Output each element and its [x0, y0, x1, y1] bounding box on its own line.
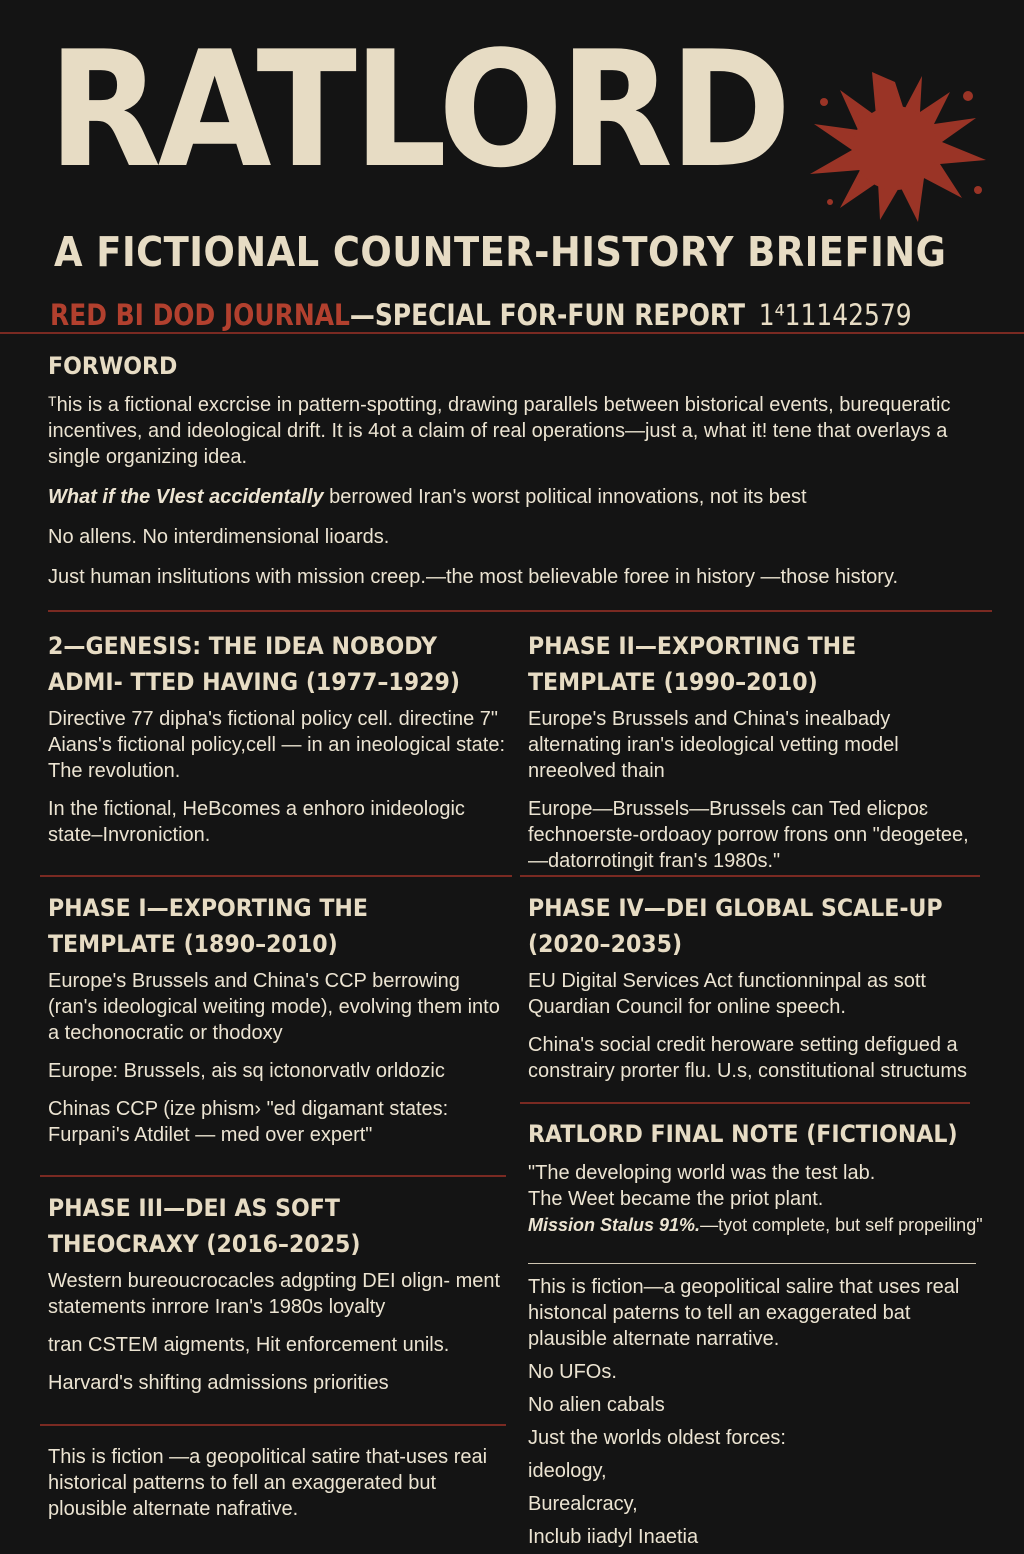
left-closing-section — [48, 1444, 488, 1534]
phase-3-rule — [40, 1424, 506, 1426]
foreword-question-rest: berrowed Iran's worst political innovations, not its best — [323, 486, 807, 508]
genesis-paragraph-2: In the fictional, HeBcomes a enhoro inideologic state–Invroniction. — [48, 798, 465, 846]
final-note-section — [528, 1116, 998, 1250]
phase-4-heading: PHASE IV—DEI GLOBAL SCALE-UP (2020–2035) — [528, 894, 943, 958]
final-note-quote-1: "The developing world was the test lab. — [528, 1162, 876, 1184]
foreword-paragraph-4: Just human inslitutions with mission creep.—the most believable foree in history —those history. — [48, 566, 899, 588]
main-title: RATLORD — [48, 16, 788, 203]
genesis-rule — [40, 875, 512, 877]
phase-1-rule — [40, 1175, 506, 1177]
closing-list-item: Burealcracy, — [528, 1493, 638, 1515]
foreword-question-lead: What if the Vlest accidentally — [48, 486, 324, 508]
foreword-heading: FORWORD — [48, 352, 178, 380]
phase-2-paragraph-2: Europe—Brussels—Brussels can Ted elicpoɛ fechnoerste-ordoaoy porrow frons onn "deogetee,—datorrotingit fran's 1980s." — [528, 798, 969, 872]
phase-3-section — [48, 1190, 508, 1408]
phase-2-rule — [520, 875, 980, 877]
mission-status-label: Mission Stalus 91%. — [528, 1215, 701, 1235]
journal-name: RED BI DOD JOURNAL — [50, 298, 350, 332]
final-note-rule — [528, 1263, 976, 1264]
closing-list-item: No alien cabals — [528, 1394, 665, 1416]
genesis-paragraph-1: Directive 77 dipha's fictional policy cell. directine 7" Aians's fictional policy,cell — in an ineological state: The revolution. — [48, 708, 506, 782]
foreword-paragraph-2 — [48, 484, 988, 510]
blood-splatter-icon — [800, 62, 990, 232]
closing-list-item: Inclub iiadyl Inaetia — [528, 1526, 699, 1548]
report-code: 1⁴11142579 — [758, 298, 912, 332]
final-note-quote-3 — [528, 1212, 998, 1238]
phase-4-rule — [520, 1102, 970, 1104]
phase-1-paragraph-2: Europe: Brussels, ais sq ictonorvatlv orldozic — [48, 1060, 445, 1082]
phase-2-section — [528, 628, 988, 886]
final-note-quote-2: The Weet became the priot plant. — [528, 1188, 824, 1210]
foreword-paragraph-1: ᵀhis is a fictional excrcise in pattern-spotting, drawing parallels between bistorical events, burequeratic incentives, and ideological drift. It is 4ot a claim of real operations—just a, what it! tene that overlays a single organizing idea. — [48, 394, 951, 468]
closing-list — [528, 1356, 988, 1554]
final-note-heading: RATLORD FINAL NOTE (FICTIONAL) — [528, 1120, 958, 1148]
phase-3-paragraph-1: Western bureoucrocacles adgpting DEI olign- ment statements inrrore Iran's 1980s loyalty — [48, 1270, 501, 1318]
closing-list-item: Just the worlds oldest forces: — [528, 1427, 786, 1449]
dateline — [50, 298, 912, 332]
phase-1-paragraph-3: Chinas CCP (ize phism› "ed digamant states: Furpani's Atdilet — med over expert" — [48, 1098, 449, 1146]
report-label: —SPECIAL FOR-FUN REPORT — [349, 298, 746, 332]
right-closing-paragraph: This is fiction—a geopolitical salire that uses real histoncal paterns to tell an exaggerated bat plausible alternate narrative. — [528, 1276, 960, 1350]
genesis-section — [48, 628, 508, 860]
foreword-section — [48, 348, 988, 604]
genesis-heading: 2—GENESIS: THE IDEA NOBODY ADMI- TTED HAVING (1977–1929) — [48, 632, 460, 696]
closing-list-item: No UFOs. — [528, 1361, 617, 1383]
phase-1-paragraph-1: Europe's Brussels and China's CCP berrowing (ran's ideological weiting mode), evolving them into a techonocratic or thodoxy — [48, 970, 500, 1044]
foreword-paragraph-3: No allens. No interdimensional lioards. — [48, 526, 390, 548]
phase-4-section — [528, 890, 988, 1096]
phase-3-paragraph-2: tran CSTEM aigments, Hit enforcement unils. — [48, 1334, 450, 1356]
phase-2-paragraph-1: Europe's Brussels and China's inealbady alternating iran's ideological vetting model nreeolved thain — [528, 708, 899, 782]
phase-1-section — [48, 890, 508, 1160]
subtitle: A FICTIONAL COUNTER-HISTORY BRIEFING — [54, 228, 947, 276]
foreword-rule — [48, 610, 992, 612]
phase-4-paragraph-2: China's social credit heroware setting defigued a constrairy prorter flu. U.s, constitutional structums — [528, 1034, 968, 1082]
left-closing-paragraph: This is fiction —a geopolitical satire that-uses reai historical patterns to fell an exaggerated but plousible alternate nafrative. — [48, 1446, 488, 1520]
phase-3-paragraph-3: Harvard's shifting admissions priorities — [48, 1372, 389, 1394]
phase-1-heading: PHASE I—EXPORTING THE TEMPLATE (1890–2010) — [48, 894, 368, 958]
phase-2-heading: PHASE II—EXPORTING THE TEMPLATE (1990–2010) — [528, 632, 857, 696]
masthead-rule — [0, 332, 1024, 334]
mission-status-rest: —tyot complete, but self propeiling" — [700, 1215, 983, 1235]
phase-4-paragraph-1: EU Digital Services Act functionninpal as sott Quardian Council for online speech. — [528, 970, 926, 1018]
masthead — [48, 16, 988, 332]
right-closing-section — [528, 1274, 988, 1554]
phase-3-heading: PHASE III—DEI AS SOFT THEOCRAXY (2016–2025) — [48, 1194, 361, 1258]
closing-list-item: ideology, — [528, 1460, 607, 1482]
